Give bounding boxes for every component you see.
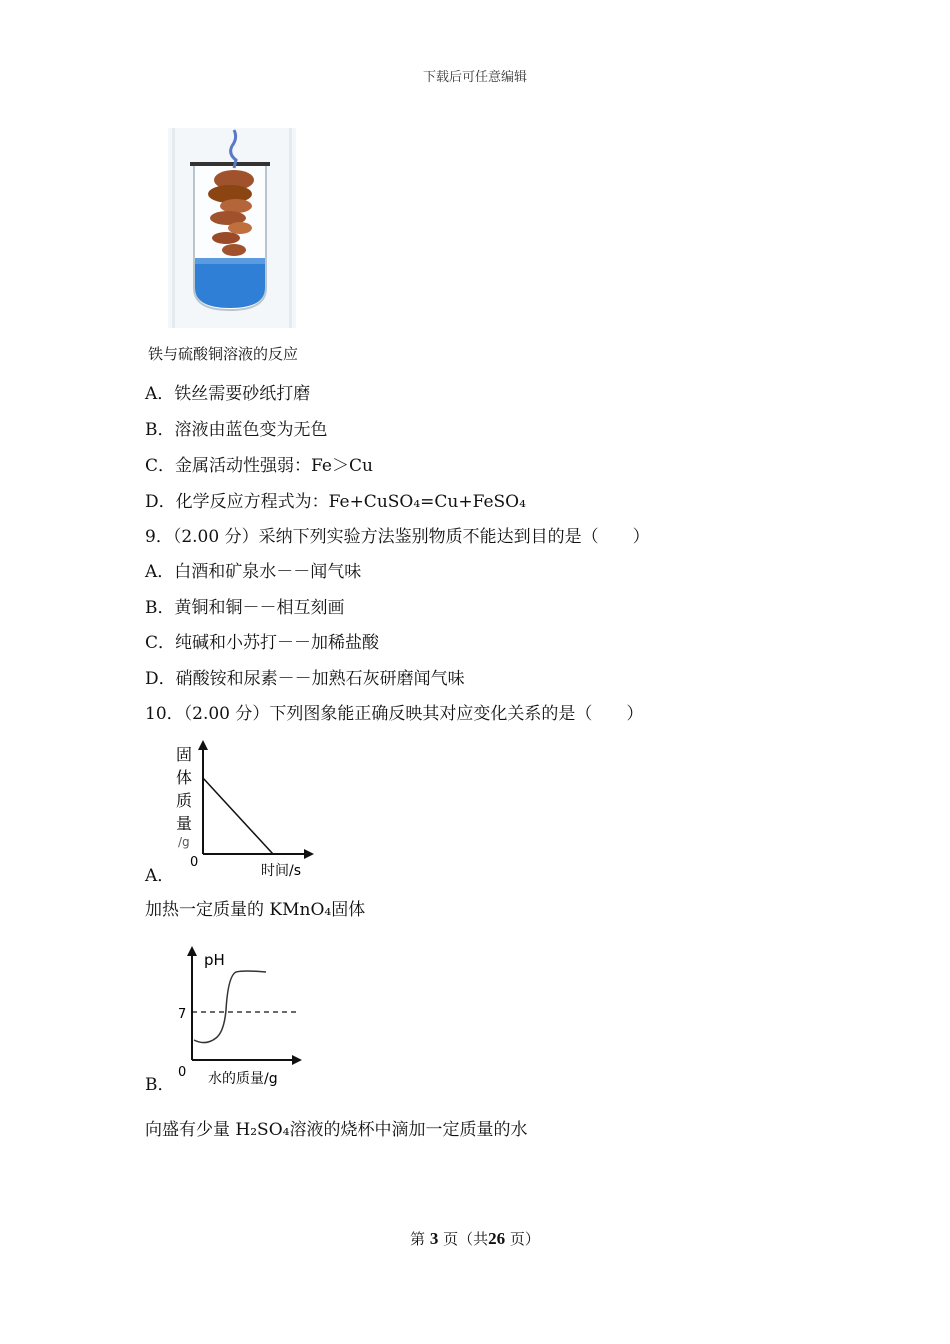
question-number: 9．	[145, 527, 173, 547]
option-label: A．	[145, 384, 175, 404]
option-text: 化学反应方程式为：Fe+CuSO₄=Cu+FeSO₄	[175, 492, 526, 512]
origin-label: 0	[178, 1065, 187, 1080]
option-label: A．	[145, 562, 175, 582]
q8-option-b	[145, 418, 328, 442]
y-label-char: 质	[176, 791, 193, 810]
option-text: 铁丝需要砂纸打磨	[174, 384, 311, 404]
option-label: D．	[145, 669, 176, 689]
page-number: 3	[429, 1229, 439, 1248]
option-text: 溶液由蓝色变为无色	[174, 420, 328, 440]
q10-stem	[145, 702, 643, 726]
option-text: 白酒和矿泉水－－闻气味	[174, 562, 362, 582]
footer-suffix: 页）	[509, 1230, 540, 1248]
test-tube-figure	[168, 128, 296, 328]
option-text: 黄铜和铜－－相互刻画	[174, 598, 345, 618]
footer-prefix: 第	[410, 1230, 426, 1248]
y-label-char: 固	[176, 745, 193, 764]
origin-label: 0	[190, 855, 199, 870]
y-label-char: 体	[176, 768, 193, 787]
q10-option-b-label: B．	[145, 1075, 175, 1095]
option-text: 金属活动性强弱：Fe＞Cu	[175, 456, 373, 476]
y-label: pH	[204, 951, 225, 969]
option-label: C．	[145, 633, 176, 653]
x-label: 水的质量/g	[208, 1071, 278, 1087]
q9-option-c	[145, 631, 379, 655]
option-text: 纯碱和小苏打－－加稀盐酸	[175, 633, 380, 653]
page-total: 26	[488, 1229, 506, 1248]
question-number: 10．	[145, 704, 184, 724]
q9-option-b	[145, 596, 345, 620]
q9-stem	[145, 525, 650, 549]
option-label: B．	[145, 598, 175, 618]
q10-option-b-caption: 向盛有少量 H₂SO₄溶液的烧杯中滴加一定质量的水	[145, 1120, 528, 1140]
page-header: 下载后可任意编辑	[422, 70, 527, 85]
y-label-char: 量	[176, 814, 193, 833]
q10-option-a-caption: 加热一定质量的 KMnO₄固体	[145, 900, 366, 920]
q8-option-d	[145, 490, 526, 514]
q8-option-c	[145, 454, 373, 478]
question-text: （2.00 分）采纳下列实验方法鉴别物质不能达到目的是（ ）	[172, 527, 650, 547]
q9-option-d	[145, 667, 465, 691]
q8-option-a	[145, 382, 310, 406]
graph-a	[168, 738, 318, 884]
option-label: C．	[145, 456, 176, 476]
q9-option-a	[145, 560, 361, 584]
y-unit: /g	[178, 835, 190, 849]
footer-middle: 页（共	[443, 1230, 489, 1248]
option-text: 硝酸铵和尿素－－加熟石灰研磨闻气味	[175, 669, 465, 689]
x-label: 时间/s	[261, 863, 302, 879]
option-label: D．	[145, 492, 176, 512]
y-tick-label: 7	[178, 1007, 187, 1022]
q10-option-a-label: A．	[145, 866, 175, 886]
option-label: B．	[145, 420, 175, 440]
page-footer	[0, 1228, 950, 1249]
figure-caption: 铁与硫酸铜溶液的反应	[148, 345, 299, 363]
graph-b	[172, 940, 307, 1090]
question-text: （2.00 分）下列图象能正确反映其对应变化关系的是（ ）	[183, 704, 644, 724]
